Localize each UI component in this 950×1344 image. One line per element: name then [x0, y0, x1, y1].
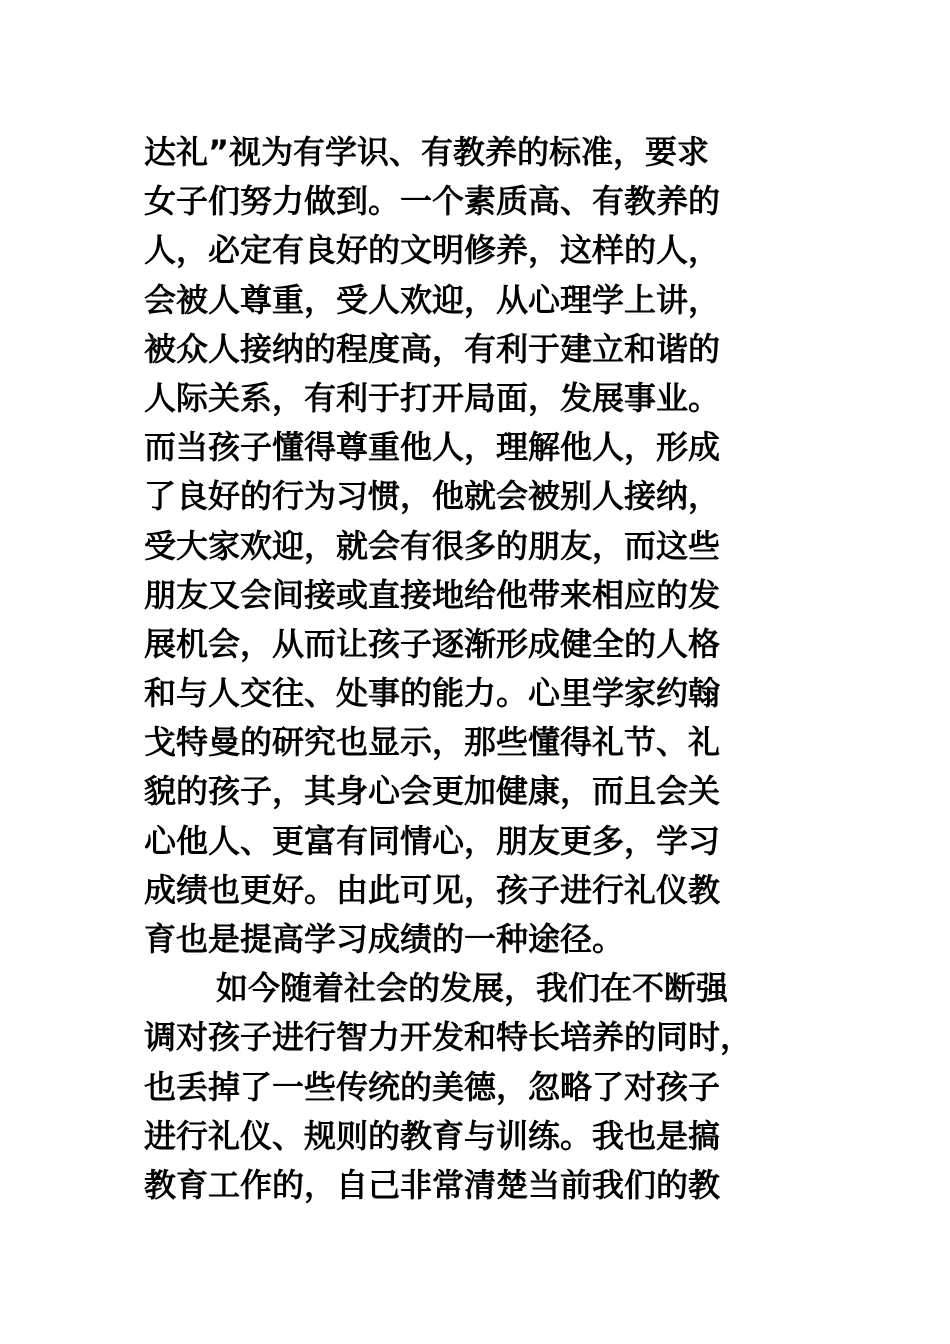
text-line: 教育工作的，自己非常清楚当前我们的教	[144, 1165, 721, 1204]
text-line: 人，必定有良好的文明修养，这样的人，	[144, 231, 721, 270]
text-line: 心他人、更富有同情心，朋友更多，学习	[144, 821, 721, 860]
text-line: 貌的孩子，其身心会更加健康，而且会关	[144, 772, 721, 811]
text-line: 受大家欢迎，就会有很多的朋友，而这些	[144, 526, 721, 565]
text-line: 会被人尊重，受人欢迎，从心理学上讲，	[144, 280, 721, 319]
text-line: 调对孩子进行智力开发和特长培养的同时，	[144, 1018, 753, 1057]
text-line: 戈特曼的研究也显示，那些懂得礼节、礼	[144, 723, 721, 762]
body-text	[144, 128, 804, 1210]
text-line: 展机会，从而让孩子逐渐形成健全的人格	[144, 624, 721, 663]
text-line: 成绩也更好。由此可见，孩子进行礼仪教	[144, 870, 721, 909]
text-line: 也丢掉了一些传统的美德，忽略了对孩子	[144, 1067, 721, 1106]
text-line: 被众人接纳的程度高，有利于建立和谐的	[144, 329, 721, 368]
text-line: 进行礼仪、规则的教育与训练。我也是搞	[144, 1116, 721, 1155]
text-line: 达礼”视为有学识、有教养的标准，要求	[144, 133, 710, 171]
paragraph-first-line: 如今随着社会的发展，我们在不断强	[216, 969, 729, 1008]
text-line: 了良好的行为习惯，他就会被别人接纳，	[144, 477, 721, 516]
text-line: 和与人交往、处事的能力。心里学家约翰	[144, 674, 721, 713]
text-line: 朋友又会间接或直接地给他带来相应的发	[144, 575, 721, 614]
text-line: 而当孩子懂得尊重他人，理解他人，形成	[144, 428, 721, 467]
text-line: 女子们努力做到。一个素质高、有教养的	[144, 182, 721, 221]
text-line: 育也是提高学习成绩的一种途径。	[144, 920, 625, 958]
text-line: 人际关系，有利于打开局面，发展事业。	[144, 378, 721, 417]
